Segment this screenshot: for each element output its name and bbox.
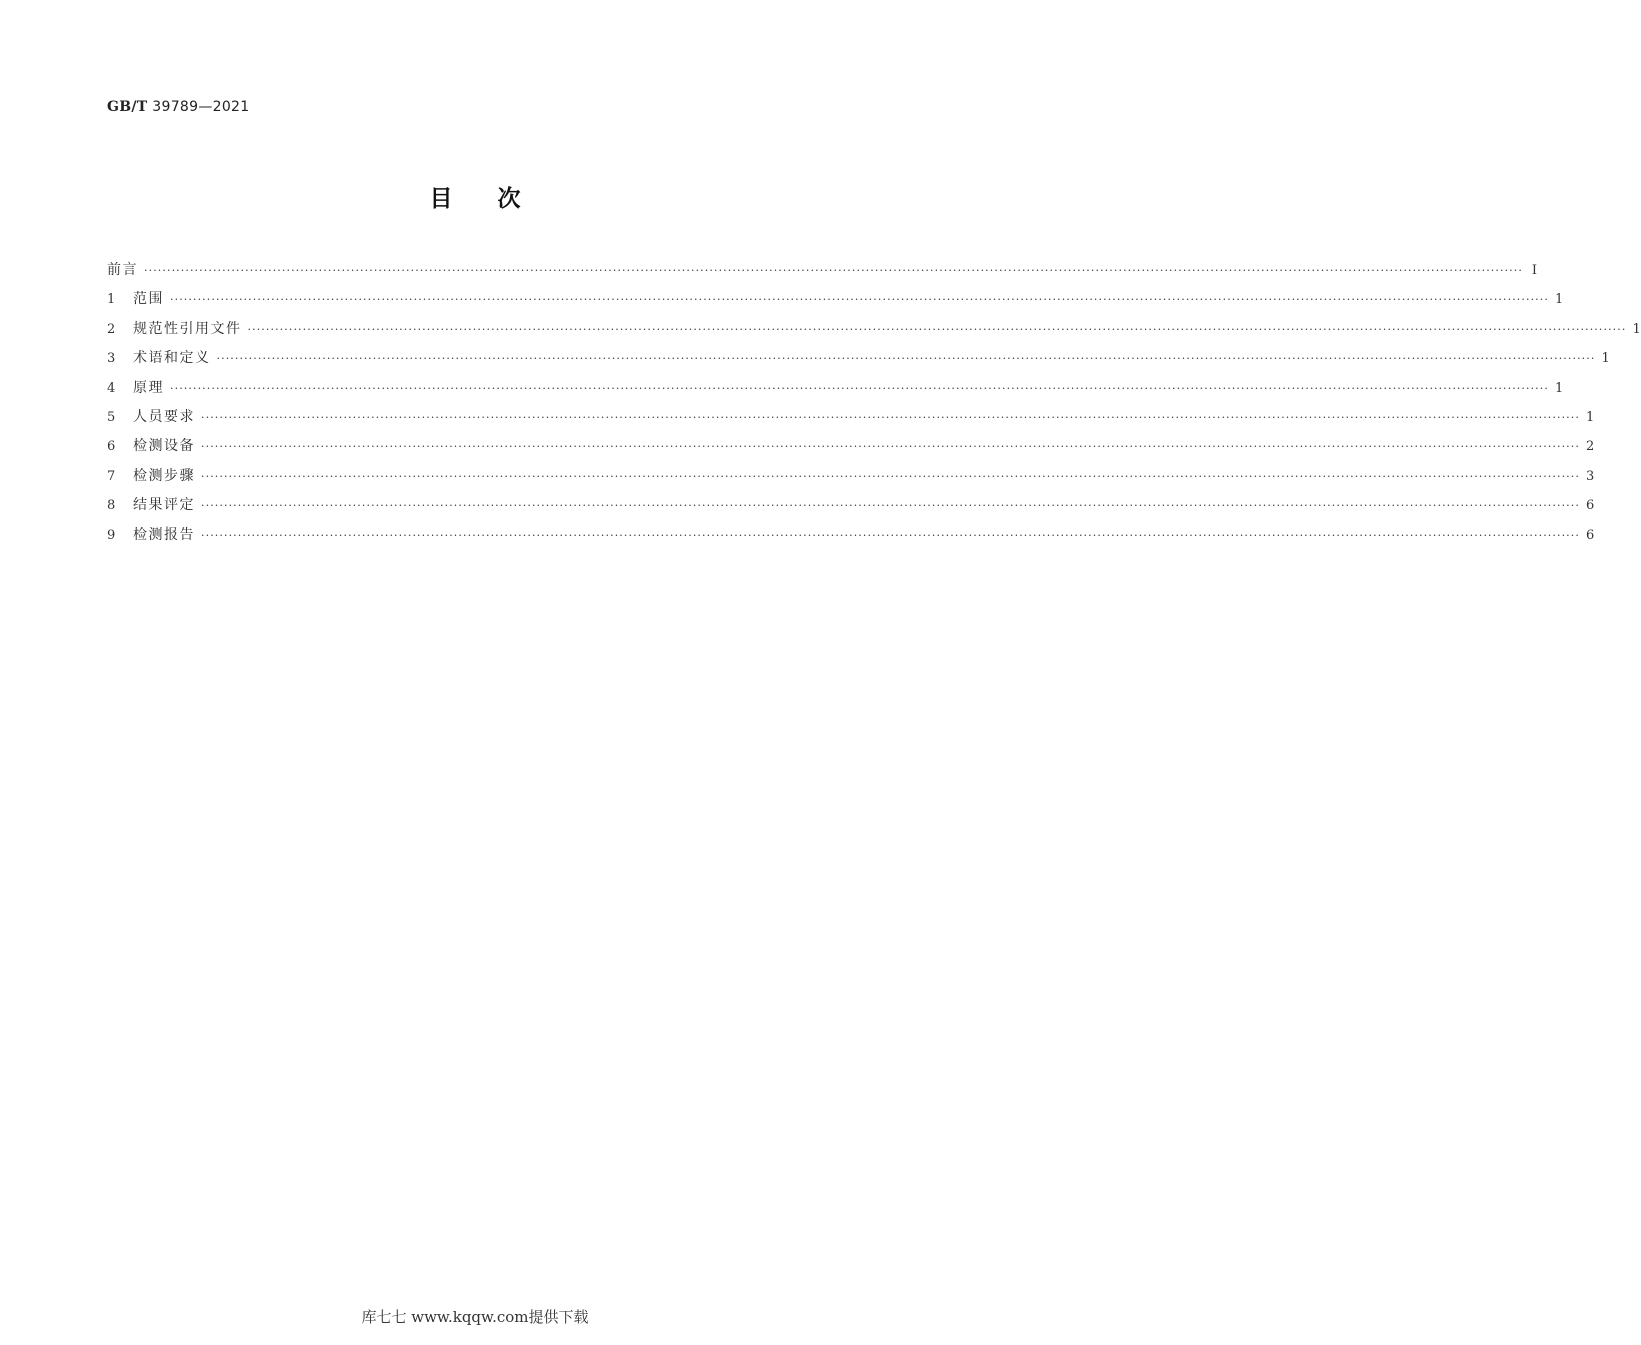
toc-entry-number: 5 xyxy=(107,409,116,425)
toc-entry-page: 1 xyxy=(1632,321,1641,337)
toc-entry-label: 检测设备 xyxy=(133,438,195,455)
toc-entry-label: 术语和定义 xyxy=(133,350,211,367)
toc-entry[interactable] xyxy=(107,319,1641,348)
toc-entry-label: 范围 xyxy=(133,291,164,308)
toc-entry-number: 8 xyxy=(107,498,116,514)
toc-entry-label: 前言 xyxy=(107,262,138,278)
toc-entry-page: 1 xyxy=(1554,380,1564,396)
toc-entry-number: 2 xyxy=(107,321,116,337)
toc-entry-page: 1 xyxy=(1601,351,1610,367)
standard-prefix: GB/T xyxy=(107,99,148,115)
toc-leader-dots: ············································································································································································································································································································ xyxy=(201,440,1580,454)
toc-entry[interactable] xyxy=(107,378,1564,407)
toc-entry-page: 2 xyxy=(1585,439,1595,455)
toc-entry-label: 原理 xyxy=(133,379,164,396)
page-title: 目次 xyxy=(429,186,566,212)
toc-entry-number: 4 xyxy=(107,380,116,396)
toc-leader-dots: ············································································································································································································································································································ xyxy=(170,381,1549,395)
toc-leader-dots: ············································································································································································································································································································ xyxy=(247,322,1627,336)
toc-entry-number: 7 xyxy=(107,468,116,484)
toc-leader-dots: ············································································································································································································································································································ xyxy=(144,264,1523,277)
standard-code xyxy=(107,99,249,115)
toc-entry[interactable] xyxy=(107,348,1610,377)
toc-leader-dots: ············································································································································································································································································································ xyxy=(201,469,1580,483)
toc-entry-page: 3 xyxy=(1585,468,1595,484)
toc-entry-label: 人员要求 xyxy=(133,408,195,425)
toc-leader-dots: ············································································································································································································································································································ xyxy=(201,528,1580,542)
table-of-contents xyxy=(107,260,1641,554)
toc-entry-page: 1 xyxy=(1585,409,1595,425)
toc-entry-label: 检测报告 xyxy=(133,526,195,543)
footer-download-note: 库七七 www.kqqw.com提供下载 xyxy=(361,1308,589,1326)
standard-number: 39789—2021 xyxy=(152,99,250,115)
toc-entry-label: 检测步骤 xyxy=(133,467,195,484)
toc-leader-dots: ············································································································································································································································································································ xyxy=(201,499,1580,513)
toc-entry[interactable] xyxy=(107,525,1595,554)
toc-entry[interactable] xyxy=(107,495,1595,524)
toc-entry[interactable] xyxy=(107,289,1564,318)
toc-entry-number: 1 xyxy=(107,292,116,308)
toc-leader-dots: ············································································································································································································································································································ xyxy=(216,352,1596,366)
toc-entry-label: 结果评定 xyxy=(133,497,195,514)
toc-entry-label: 规范性引用文件 xyxy=(133,320,242,337)
toc-entry-number: 9 xyxy=(107,527,116,543)
toc-entry[interactable] xyxy=(107,466,1595,495)
toc-entry-page: Ⅰ xyxy=(1531,263,1537,278)
toc-leader-dots: ············································································································································································································································································································ xyxy=(170,293,1549,307)
toc-entry[interactable] xyxy=(107,260,1537,289)
toc-entry-page: 6 xyxy=(1585,527,1595,543)
toc-entry-page: 6 xyxy=(1585,498,1595,514)
toc-entry-page: 1 xyxy=(1554,292,1564,308)
toc-entry[interactable] xyxy=(107,436,1595,465)
toc-entry-number: 6 xyxy=(107,439,116,455)
toc-entry-number: 3 xyxy=(107,351,116,367)
toc-entry[interactable] xyxy=(107,407,1595,436)
toc-leader-dots: ············································································································································································································································································································ xyxy=(201,410,1580,424)
